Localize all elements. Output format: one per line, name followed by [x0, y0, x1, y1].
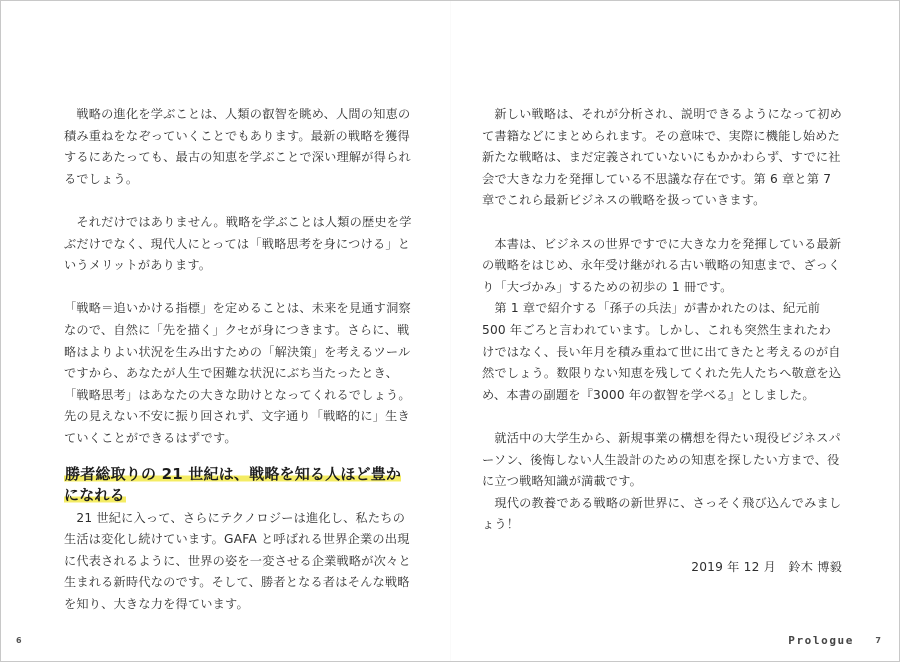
- paragraph-gap: [482, 536, 842, 558]
- body-paragraph: 新しい戦略は、それが分析され、説明できるようになって初めて書籍などにまとめられます。その意味で、実際に機能し始めた新たな戦略は、まだ定義されていないにもかかわらず、すでに社会で大きな力を発揮している不思議な存在です。第 6 章と第 7 章でこれら最新ビジネスの戦略を扱っていきます。: [482, 107, 842, 208]
- body-paragraph: それだけではありません。戦略を学ぶことは人類の歴史を学ぶだけでなく、現代人にとっては「戦略思考を身につける」というメリットがあります。: [64, 214, 412, 273]
- right-text-column: [482, 104, 842, 579]
- running-head: Prologue: [788, 634, 854, 647]
- body-paragraph: 第 1 章で紹介する「孫子の兵法」が書かれたのは、紀元前 500 年ごろと言われています。しかし、これも突然生まれたわけではなく、長い年月を積み重ねて世に出てきたと考えるのが自然でしょう。数限りない知恵を残してくれた先人たちへ敬意を込め、本書の副題を『3000 年の叡智を学べる』としました。: [482, 301, 842, 402]
- paragraph-gap: [482, 212, 842, 234]
- right-page: [450, 1, 899, 661]
- paragraph-gap: [64, 277, 416, 299]
- paragraph-gap: [64, 190, 416, 212]
- section-heading: [64, 464, 416, 506]
- body-paragraph: 就活中の大学生から、新規事業の構想を得たい現役ビジネスパーソン、後悔しない人生設計のための知恵を探したい方まで、役に立つ戦略知識が満載です。: [482, 430, 841, 489]
- body-paragraph: 戦略の進化を学ぶことは、人類の叡智を眺め、人間の知恵の積み重ねをなぞっていくことでもあります。最新の戦略を獲得するにあたっても、最古の知恵を学ぶことで深い理解が得られるでしょう。: [64, 107, 411, 186]
- author-signature: 2019 年 12 月 鈴木 博毅: [691, 560, 842, 575]
- left-page: [1, 1, 450, 661]
- paragraph-gap: [482, 406, 842, 428]
- page-number-right: 7: [875, 636, 881, 645]
- body-paragraph: 現代の教養である戦略の新世界に、さっそく飛び込んでみましょう！: [482, 495, 842, 532]
- body-paragraph: 21 世紀に入って、さらにテクノロジーは進化し、私たちの生活は変化し続けています。GAFA と呼ばれる世界企業の出現に代表されるように、世界の姿を一変させる企業戦略が次々と生まれる新時代なのです。そして、勝者となる者はそんな戦略を知り、大きな力を得ています。: [64, 510, 411, 611]
- body-paragraph: 本書は、ビジネスの世界ですでに大きな力を発揮している最新の戦略をはじめ、永年受け継がれる古い戦略の知恵まで、ざっくり「大づかみ」するための初歩の 1 冊です。: [482, 236, 842, 294]
- left-text-column: [64, 104, 416, 615]
- page-number-left: 6: [16, 636, 22, 645]
- body-paragraph: 「戦略＝追いかける指標」を定めることは、未来を見通す洞察なので、自然に「先を描く」クセが身につきます。さらに、戦略はよりよい状況を生み出すための「解決策」を考えるツールですから、あなたが人生で困難な状況にぶち当たったとき、「戦略思考」はあなたの大きな助けとなってくれるでしょう。先の見えない不安に振り回されず、文字通り「戦略的に」生きていくことができるはずです。: [64, 301, 411, 445]
- section-heading-text: 勝者総取りの 21 世紀は、戦略を知る人ほど豊かになれる: [64, 464, 402, 504]
